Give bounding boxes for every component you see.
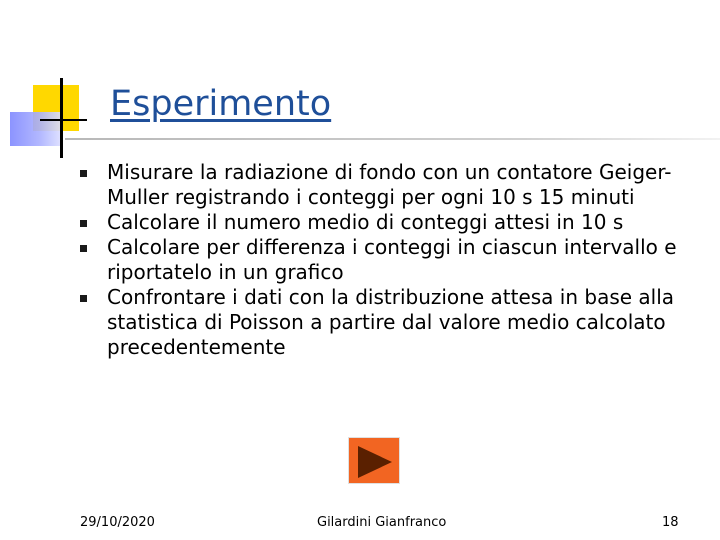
bullet-item-1: [77, 160, 707, 210]
bullet-text: Calcolare il numero medio di conteggi attesi in 10 s: [107, 210, 624, 234]
bullet-square-icon: [80, 295, 87, 302]
next-slide-button[interactable]: [348, 437, 400, 484]
bullet-square-icon: [80, 245, 87, 252]
bullet-item-4: [77, 285, 707, 360]
decorative-blue-gradient: [10, 112, 60, 146]
bullet-item-2: [77, 210, 707, 235]
decorative-vertical-line: [60, 78, 63, 158]
play-triangle-icon: [349, 438, 401, 485]
bullet-item-3: [77, 235, 707, 285]
bullet-text: Confrontare i dati con la distribuzione attesa in base alla statistica di Poisson a partire dal valore medio calcolato precedentemente: [107, 285, 675, 359]
bullet-square-icon: [80, 220, 87, 227]
slide-title: Esperimento: [110, 84, 332, 124]
slide-number: 18: [662, 515, 679, 530]
footer-date: 29/10/2020: [80, 515, 155, 530]
bullet-square-icon: [80, 170, 87, 177]
decorative-horizontal-line: [40, 119, 87, 121]
bullet-text: Calcolare per differenza i conteggi in ciascun intervallo e riportatelo in un grafico: [107, 235, 677, 284]
bullet-list: [77, 160, 707, 360]
footer-author: Gilardini Gianfranco: [317, 515, 447, 530]
title-divider: [65, 138, 720, 140]
bullet-text: Misurare la radiazione di fondo con un contatore Geiger-Muller registrando i conteggi per ogni 10 s 15 minuti: [107, 160, 672, 209]
